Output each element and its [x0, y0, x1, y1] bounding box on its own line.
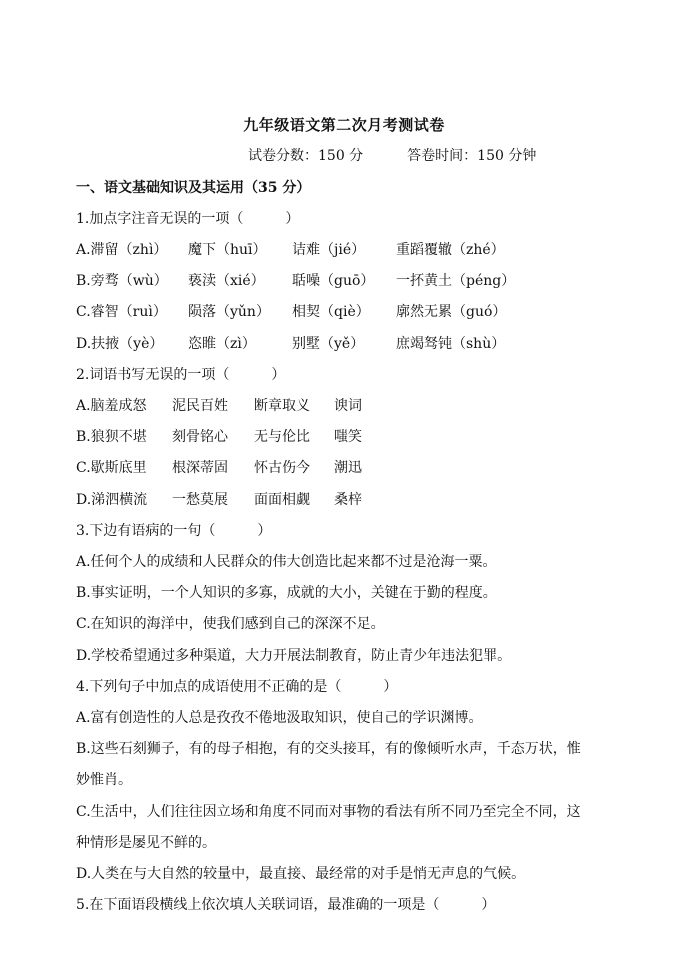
q4-option-a: A.富有创造性的人总是孜孜不倦地汲取知识，使自己的学识渊博。: [76, 710, 483, 726]
q3-option-c: C.在知识的海洋中，使我们感到自己的深深不足。: [76, 616, 385, 632]
q3-option-a: A.任何个人的成绩和人民群众的伟大创造比起来都不过是沧海一粟。: [76, 554, 497, 570]
q4-option-b-line1: B.这些石刻狮子，有的母子相抱，有的交头接耳，有的像倾听水声，千态万状，惟: [76, 741, 581, 757]
q1-option-c: [76, 301, 506, 321]
q1-a-2: 魔下（huī）: [188, 242, 267, 258]
q1-d-2: 恣睢（zì）: [188, 336, 256, 352]
q4-option-b-line2: 妙惟肖。: [76, 772, 132, 788]
q4-option-c-line1: C.生活中，人们往往因立场和角度不同而对事物的看法有所不同乃至完全不同，这: [76, 804, 581, 820]
q5-stem: 5.在下面语段横线上依次填人关联词语，最准确的一项是（ ）: [76, 897, 496, 913]
q1-d-1: D.扶掖（yè）: [76, 336, 164, 352]
exam-meta: [248, 145, 536, 165]
q1-b-3: 聒噪（guō）: [292, 273, 375, 289]
q2-c-3: 怀古伤今: [254, 460, 310, 476]
q2-c-1: C.歇斯底里: [76, 460, 147, 476]
q2-option-b: [76, 426, 362, 446]
q1-b-4: 一抔黄土（péng）: [396, 273, 516, 289]
q4-option-d: D.人类在与大自然的较量中，最直接、最经常的对手是悄无声息的气候。: [76, 866, 526, 882]
exam-title: 九年级语文第二次月考测试卷: [243, 116, 445, 134]
q2-b-3: 无与伦比: [254, 429, 310, 445]
score-info: 试卷分数：150 分: [248, 148, 364, 164]
q1-a-3: 诘难（jié）: [292, 242, 366, 258]
q3-option-d: D.学校希望通过多种渠道，大力开展法制教育，防止青少年违法犯罪。: [76, 648, 512, 664]
q1-c-4: 廓然无累（guó）: [396, 304, 507, 320]
q2-option-a: [76, 395, 362, 415]
q1-stem: 1.加点字注音无误的一项（ ）: [76, 211, 300, 227]
q3-option-b: B.事实证明，一个人知识的多寡，成就的大小，关键在于勤的程度。: [76, 585, 497, 601]
q2-d-3: 面面相觑: [254, 492, 310, 508]
q2-option-d: [76, 489, 362, 509]
time-info: 答卷时间：150 分钟: [407, 148, 537, 164]
q1-option-d: [76, 333, 505, 353]
q2-c-2: 根深蒂固: [172, 460, 228, 476]
q4-option-c-line2: 种情形是屡见不鲜的。: [76, 835, 216, 851]
q1-b-1: B.旁骛（wù）: [76, 273, 168, 289]
q1-a-4: 重蹈覆辙（zhé）: [396, 242, 505, 258]
q2-b-4: 嗤笑: [334, 429, 362, 445]
section-heading: 一、语文基础知识及其运用（35 分）: [76, 180, 311, 196]
q2-stem: 2.词语书写无误的一项（ ）: [76, 367, 286, 383]
q2-d-2: 一愁莫展: [172, 492, 228, 508]
q1-d-4: 庶竭驽钝（shù）: [396, 336, 506, 352]
q1-option-a: [76, 239, 505, 259]
q2-c-4: 潮迅: [334, 460, 362, 476]
q1-c-2: 陨落（yǔn）: [188, 304, 270, 320]
q1-a-1: A.滞留（zhì）: [76, 242, 168, 258]
q2-d-1: D.涕泗横流: [76, 492, 148, 508]
q2-a-3: 断章取义: [254, 398, 310, 414]
q2-a-2: 泥民百姓: [172, 398, 228, 414]
q1-c-3: 相契（qiè）: [292, 304, 370, 320]
q1-c-1: C.睿智（ruì）: [76, 304, 167, 320]
q2-b-1: B.狼狈不堪: [76, 429, 147, 445]
q1-d-3: 别墅（yě）: [292, 336, 365, 352]
q4-stem: 4.下列句子中加点的成语使用不正确的是（ ）: [76, 679, 398, 695]
q1-option-b: [76, 270, 515, 290]
q2-d-4: 桑梓: [334, 492, 362, 508]
q2-a-4: 谀词: [334, 398, 362, 414]
q2-a-1: A.脑羞成怒: [76, 398, 147, 414]
q1-b-2: 亵渎（xié）: [188, 273, 265, 289]
q2-b-2: 刻骨铭心: [172, 429, 228, 445]
q3-stem: 3.下边有语病的一句（ ）: [76, 523, 272, 539]
q2-option-c: [76, 457, 362, 477]
